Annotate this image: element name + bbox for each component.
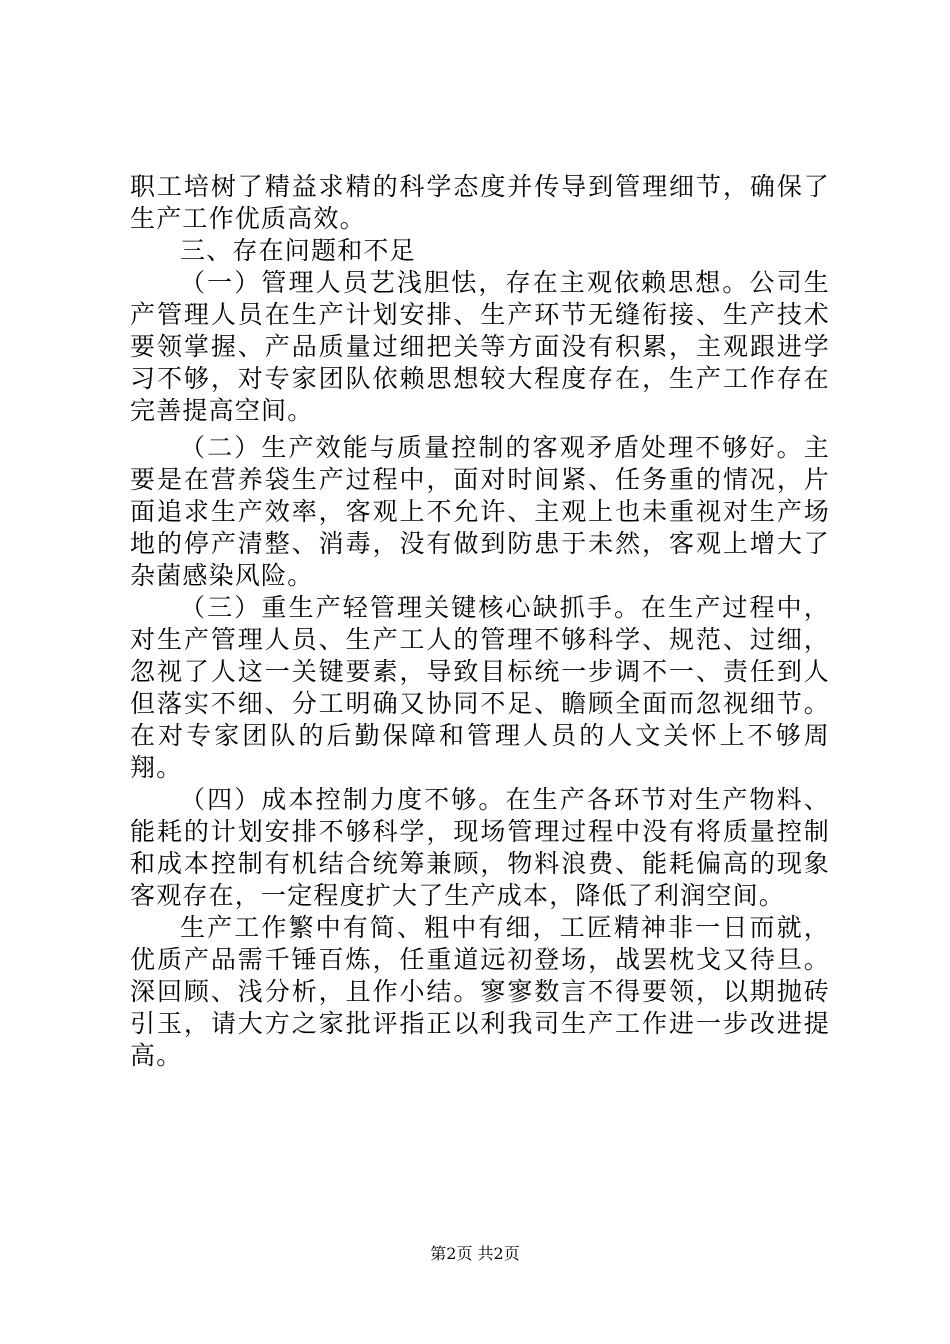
- paragraph-continuation: 职工培树了精益求精的科学态度并传导到管理细节，确保了生产工作优质高效。: [130, 172, 830, 233]
- paragraph-issue-1: （一）管理人员艺浅胆怯，存在主观依赖思想。公司生产管理人员在生产计划安排、生产环节无缝衔接、生产技术要领掌握、产品质量过细把关等方面没有积累，主观跟进学习不够，对专家团队依赖思想较大程度存在，生产工作存在完善提高空间。: [130, 268, 830, 425]
- paragraph-issue-4: （四）成本控制力度不够。在生产各环节对生产物料、能耗的计划安排不够科学，现场管理过程中没有将质量控制和成本控制有机结合统筹兼顾，物料浪费、能耗偏高的现象客观存在，一定程度扩大了生产成本，降低了利润空间。: [130, 785, 830, 910]
- page-number-footer: 第2页 共2页: [430, 1244, 520, 1263]
- document-body: [130, 171, 830, 1072]
- paragraph-issue-3: （三）重生产轻管理关键核心缺抓手。在生产过程中，对生产管理人员、生产工人的管理不够科学、规范、过细，忽视了人这一关键要素，导致目标统一步调不一、责任到人但落实不细、分工明确又协同不足、瞻顾全面而忽视细节。在对专家团队的后勤保障和管理人员的人文关怀上不够周翔。: [130, 593, 830, 782]
- paragraph-conclusion: 生产工作繁中有简、粗中有细，工匠精神非一日而就，优质产品需千锤百炼，任重道远初登场，战罢枕戈又待旦。深回顾、浅分析，且作小结。寥寥数言不得要领，以期抛砖引玉，请大方之家批评指正以利我司生产工作进一步改进提高。: [130, 913, 830, 1070]
- section-heading: 三、存在问题和不足: [180, 236, 416, 265]
- paragraph-issue-2: （二）生产效能与质量控制的客观矛盾处理不够好。主要是在营养袋生产过程中，面对时间紧、任务重的情况，片面追求生产效率，客观上不允许、主观上也未重视对生产场地的停产清整、消毒，没有做到防患于未然，客观上增大了杂菌感染风险。: [130, 433, 830, 590]
